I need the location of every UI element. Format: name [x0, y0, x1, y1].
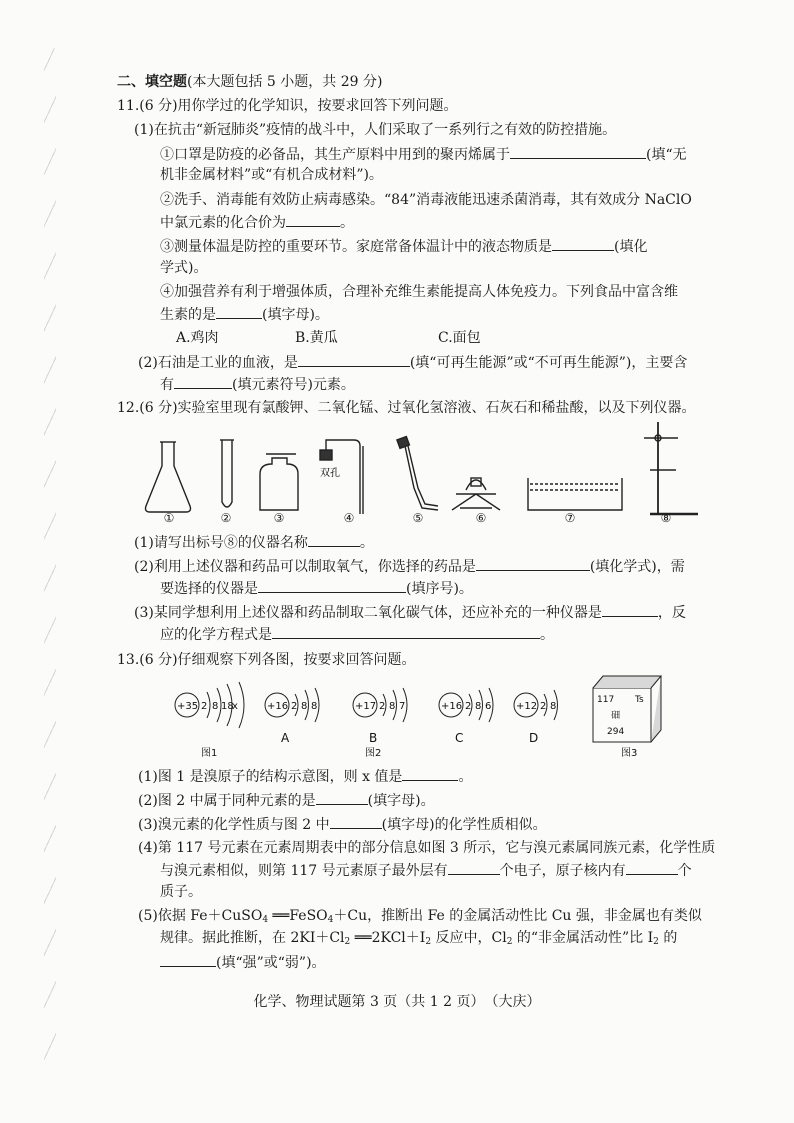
atom-c-label: C: [455, 731, 464, 745]
fig2-caption: 图2: [365, 748, 382, 759]
answer-blank[interactable]: [602, 602, 658, 617]
atom-b-e1: 2: [379, 701, 386, 712]
q13-part4: (4)第 117 号元素在元素周期表中的部分信息如图 3 所示，它与溴元素属同族元素，化学性质: [138, 840, 716, 856]
q11-item1: ①口罩是防疫的必备品，其生产原料中用到的聚丙烯属于 (填“无: [160, 144, 687, 165]
atom-a-e1: 2: [291, 701, 298, 712]
option-c: C.面包: [438, 330, 481, 346]
atom-structure-figures: [165, 672, 675, 762]
answer-blank[interactable]: [298, 352, 410, 367]
atom-b-label: B: [369, 731, 378, 745]
two-hole-label: 双孔: [320, 468, 340, 479]
q11-item2: ②洗手、消毒能有效防止病毒感染。“84”消毒液能迅速杀菌消毒，其有效成分 NaClO: [160, 192, 692, 208]
element-mass: 294: [607, 727, 625, 737]
q13-part2: (2)图 2 中属于同种元素的是 (填字母)。: [138, 790, 435, 811]
tripod-icon: [452, 494, 500, 510]
label-2: ②: [220, 511, 232, 525]
q11-head: 11.(6 分)用你学过的化学知识，按要求回答下列问题。: [117, 98, 458, 114]
answer-blank[interactable]: [330, 814, 382, 829]
q12-part2: (2)利用上述仪器和药品可以制取氧气，你选择的药品是 (填化学式)，需: [134, 556, 685, 577]
section-title: 二、填空题: [117, 74, 187, 90]
element-number: 117: [597, 695, 615, 705]
atom-b-e3: 7: [399, 701, 406, 712]
alcohol-lamp-icon: [466, 480, 486, 490]
q13-part4-end: 质子。: [160, 884, 202, 900]
atom-c-e1: 2: [465, 701, 472, 712]
fig1-e4: x: [232, 701, 238, 712]
q12-part1: (1)请写出标号⑧的仪器名称 。: [134, 532, 374, 553]
test-tube-icon: [222, 440, 232, 507]
q13-head: 13.(6 分)仔细观察下列各图，按要求回答问题。: [117, 652, 416, 668]
q13-part3: (3)溴元素的化学性质与图 2 中 (填字母)的化学性质相似。: [138, 814, 547, 835]
q13-part5-end: (填“强”或“弱”)。: [160, 952, 326, 973]
atom-d-e1: 2: [540, 701, 547, 712]
atom-b-nucleus: +17: [355, 701, 377, 712]
answer-blank[interactable]: [316, 790, 368, 805]
option-b: B.黄瓜: [295, 330, 338, 346]
answer-blank[interactable]: [308, 532, 360, 547]
q13-part5: (5)依据 Fe＋CuSO$_4$ ══FeSO$_4$＋Cu，推断出 Fe 的金属活动性比 Cu 强，非金属也有类似: [138, 908, 702, 925]
atom-a-label: A: [281, 731, 290, 745]
answer-blank[interactable]: [402, 766, 458, 781]
q13-part5-cont: 规律。据此推断，在 $2KI+Cl_2$ $══2KCl+I_2$ 反应中，$Cl_2$ 的“非金属活动性”比 $I_2$ 的: [160, 930, 678, 947]
answer-blank[interactable]: [448, 860, 500, 875]
answer-blank[interactable]: [510, 144, 646, 159]
gas-jar-icon: [260, 458, 298, 510]
q11-item3-cont: 学式)。: [160, 260, 208, 276]
q11-part1: (1)在抗击“新冠肺炎”疫情的战斗中，人们采取了一系列行之有效的防控措施。: [134, 122, 617, 138]
atom-c-nucleus: +16: [441, 701, 463, 712]
section-note: (本大题包括 5 小题，共 29 分): [187, 74, 383, 90]
atom-a-nucleus: +16: [267, 701, 289, 712]
q11-item3: ③测量体温是防控的重要环节。家庭常备体温计中的液态物质是 (填化: [160, 236, 647, 257]
fig3-caption: 图3: [621, 748, 638, 759]
label-1: ①: [163, 511, 175, 525]
q12-part3-cont: 应的化学方程式是 。: [160, 624, 554, 645]
answer-blank[interactable]: [286, 212, 340, 227]
binding-edge-marks: [44, 48, 56, 1078]
answer-blank[interactable]: [272, 624, 540, 639]
label-7: ⑦: [564, 511, 576, 525]
answer-blank[interactable]: [216, 304, 262, 319]
label-8: ⑧: [660, 511, 672, 525]
atom-a-e3: 8: [311, 701, 318, 712]
answer-blank[interactable]: [258, 578, 406, 593]
q13-part4-cont: 与溴元素相似，则第 117 号元素原子最外层有 个电子，原子核内有 个: [160, 860, 692, 881]
atom-b-e2: 8: [389, 701, 396, 712]
answer-blank[interactable]: [476, 556, 590, 571]
q12-part3: (3)某同学想利用上述仪器和药品制取二氧化碳气体，还应补充的一种仪器是 ，反: [134, 602, 686, 623]
atom-a-e2: 8: [301, 701, 308, 712]
fig1-nucleus: +35: [177, 701, 199, 712]
two-hole-stopper-icon: [320, 450, 332, 460]
atom-c-e3: 6: [485, 701, 492, 712]
conical-flask-icon: [146, 442, 191, 512]
q11-item4-cont: 生素的是 (填字母)。: [160, 304, 329, 325]
q11-part2: (2)石油是工业的血液，是 (填“可再生能源”或“不可再生能源”)，主要含: [138, 352, 687, 373]
atom-c-e2: 8: [475, 701, 482, 712]
fig1-caption: 图1: [201, 748, 218, 759]
fig1-e2: 8: [212, 701, 219, 712]
q12-head: 12.(6 分)实验室里现有氯酸钾、二氧化锰、过氧化氢溶液、石灰石和稀盐酸，以及下列仪器。: [117, 400, 696, 416]
q12-part2-cont: 要选择的仪器是 (填序号)。: [160, 578, 473, 599]
atom-d-nucleus: +12: [516, 701, 538, 712]
water-trough-icon: [528, 478, 622, 510]
q11-part2-cont: 有 (填元素符号)元素。: [160, 374, 355, 395]
label-4: ④: [343, 511, 355, 525]
q11-item1-cont: 机非金属材料”或“有机合成材料”)。: [160, 167, 383, 183]
atom-d-label: D: [529, 731, 539, 745]
fig1-e1: 2: [201, 701, 208, 712]
answer-blank[interactable]: [626, 860, 678, 875]
answer-blank[interactable]: [160, 952, 216, 967]
label-3: ③: [273, 511, 285, 525]
section-header: [117, 72, 382, 92]
page-footer: 化学、物理试题第 3 页（共 1 2 页） （大庆）: [253, 994, 541, 1010]
label-5: ⑤: [412, 511, 424, 525]
answer-blank[interactable]: [552, 236, 614, 251]
q13-part1: (1)图 1 是溴原子的结构示意图，则 x 值是 。: [138, 766, 472, 787]
q11-item2-cont: 中氯元素的化合价为 。: [160, 212, 354, 233]
label-6: ⑥: [475, 511, 487, 525]
option-a: A.鸡肉: [176, 330, 219, 346]
q11-item4: ④加强营养有利于增强体质，合理补充维生素能提高人体免疫力。下列食品中富含维: [160, 284, 678, 300]
answer-blank[interactable]: [174, 374, 232, 389]
fig1-e3: 18: [221, 701, 234, 712]
element-symbol: Ts: [635, 695, 644, 705]
atom-d-e2: 8: [550, 701, 557, 712]
element-name: 鿬: [611, 711, 621, 721]
